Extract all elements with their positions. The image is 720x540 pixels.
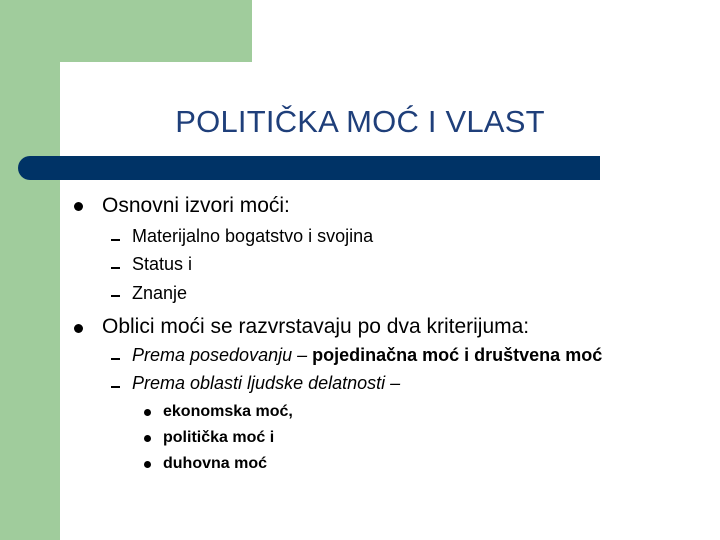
bullet-dot-icon: [74, 324, 83, 333]
sub-item-1-1: Materijalno bogatstvo i svojina: [132, 226, 374, 246]
dash-icon: [111, 358, 120, 360]
sub-item-1-3: Znanje: [132, 283, 188, 303]
small-bullet-icon: [144, 409, 151, 416]
sub-item-2-2: [132, 373, 400, 394]
dash-icon: [111, 295, 120, 297]
slide-title: POLITIČKA MOĆ I VLAST: [175, 104, 545, 139]
title-underline-bar: [18, 156, 600, 180]
sub-item-2-1: [132, 345, 602, 366]
subsub-item-2: politička moć i: [163, 429, 275, 446]
bullet-2-text: Oblici moći se razvrstavaju po dva kriterijuma:: [102, 315, 530, 338]
small-bullet-icon: [144, 461, 151, 468]
sub-item-2-1-bold: pojedinačna moć i društvena moć: [312, 345, 603, 365]
small-bullet-icon: [144, 435, 151, 442]
sub-item-2-2-italic: Prema oblasti ljudske delatnosti –: [132, 373, 401, 393]
sub-item-2-1-italic: Prema posedovanju –: [132, 345, 313, 365]
dash-icon: [111, 386, 120, 388]
sub-item-1-2: Status i: [132, 254, 193, 274]
subsub-item-3: duhovna moć: [163, 455, 268, 472]
bullet-dot-icon: [74, 202, 83, 211]
bullet-1-text: Osnovni izvori moći:: [102, 194, 290, 217]
dash-icon: [111, 267, 120, 269]
dash-icon: [111, 239, 120, 241]
decor-green-left: [0, 0, 60, 540]
subsub-item-1: ekonomska moć,: [163, 403, 293, 420]
